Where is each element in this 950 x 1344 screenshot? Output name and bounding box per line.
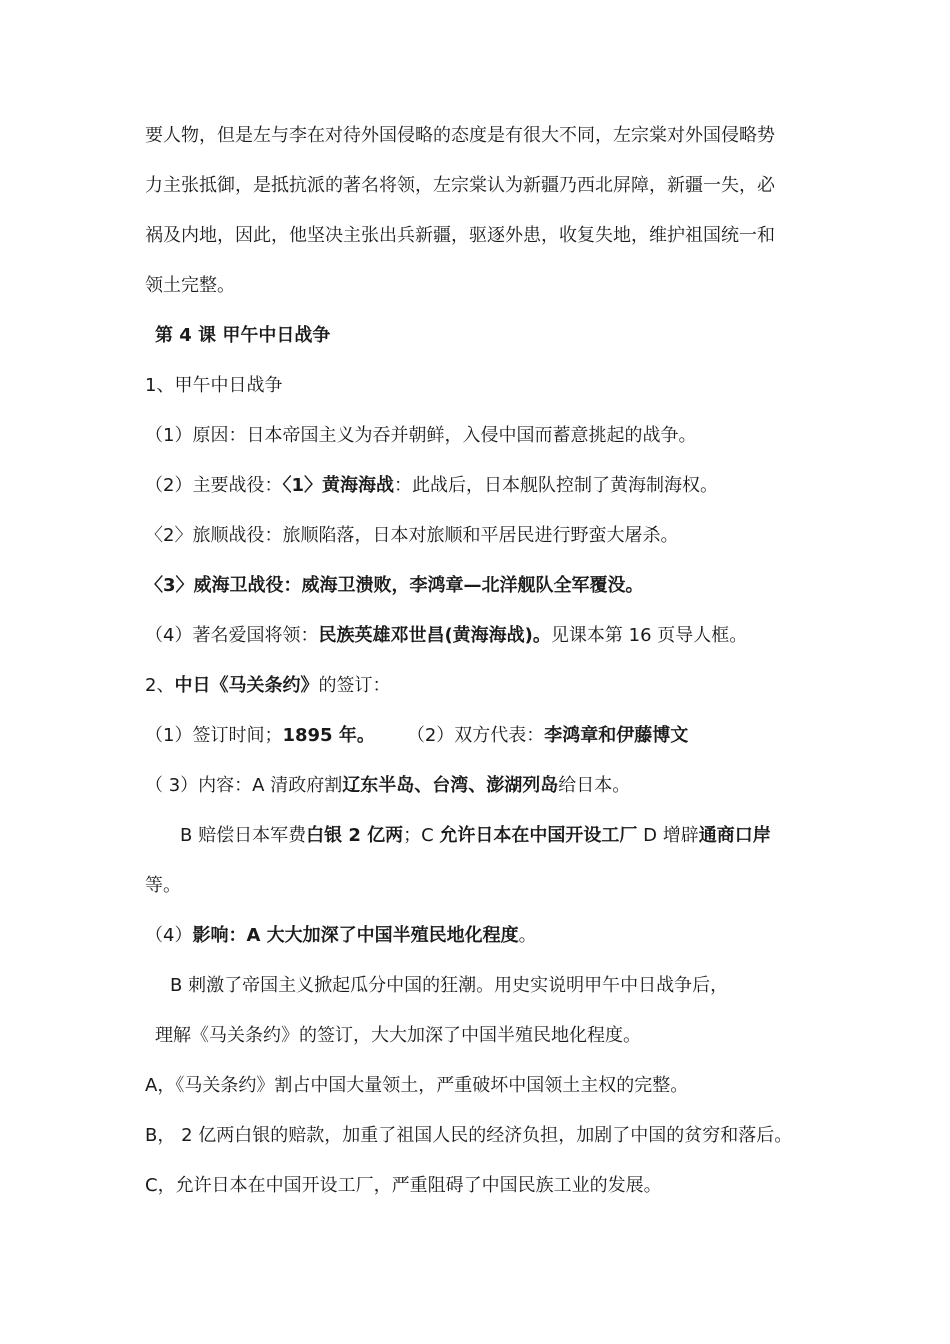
b-bold-3: 通商口岸	[698, 825, 771, 846]
battle1-num: 〈1〉	[282, 475, 322, 496]
point-b-line: B， 2 亿两白银的赔款，加重了祖国人民的经济负担，加剧了中国的贫穷和落后。	[145, 1125, 793, 1146]
compensation-end: 等。	[145, 875, 181, 896]
rep-prefix: （2）双方代表：	[406, 725, 545, 746]
s2-heading-bold: 中日《马关条约》	[174, 675, 319, 696]
battle1-desc: ：此战后，日本舰队控制了黄海制海权。	[393, 475, 718, 496]
s2-heading-prefix: 2、	[145, 675, 175, 696]
content-prefix: （ 3）内容：A 清政府割	[145, 775, 343, 796]
impact-prefix: （4）	[145, 925, 193, 946]
impact-b-line: B 刺激了帝国主义掀起瓜分中国的狂潮。用史实说明甲午中日战争后，	[170, 975, 729, 996]
cause-line: （1）原因：日本帝国主义为吞并朝鲜，入侵中国而蓄意挑起的战争。	[145, 425, 697, 446]
battles-line	[145, 473, 718, 499]
battle3-line: 〈3〉威海卫战役：威海卫溃败，李鸿章—北洋舰队全军覆没。	[145, 575, 644, 596]
time-prefix: （1）签订时间；	[145, 725, 283, 746]
general-name: 民族英雄邓世昌(黄海海战)。	[318, 625, 551, 646]
point-c-line: C，允许日本在中国开设工厂，严重阻碍了中国民族工业的发展。	[145, 1175, 662, 1196]
intro-line-1: 要人物，但是左与李在对待外国侵略的态度是有很大不同，左宗棠对外国侵略势	[145, 125, 775, 146]
rep-value: 李鸿章和伊藤博文	[544, 725, 689, 746]
b-d: D 增辟	[637, 825, 699, 846]
intro-line-4: 领土完整。	[145, 275, 235, 296]
impact-line	[145, 923, 537, 949]
battle2-line: 〈2〉旅顺战役：旅顺陷落，日本对旅顺和平居民进行野蛮大屠杀。	[145, 525, 679, 546]
content-bold: 辽东半岛、台湾、澎湖列岛	[342, 775, 559, 796]
section-1-heading: 1、甲午中日战争	[145, 375, 283, 396]
content-suffix: 给日本。	[558, 775, 631, 796]
battle1-name: 黄海海战	[321, 475, 394, 496]
b-mid: ；C	[403, 825, 440, 846]
s2-heading-suffix: 的签订：	[318, 675, 391, 696]
general-prefix: （4）著名爱国将领：	[145, 625, 319, 646]
general-suffix: 见课本第 16 页导人框。	[550, 625, 748, 646]
lesson-title: 第 4 课 甲午中日战争	[155, 325, 331, 346]
point-a-line: A，《马关条约》割占中国大量领土，严重破坏中国领土主权的完整。	[145, 1075, 689, 1096]
compensation-line	[180, 823, 771, 849]
b-prefix: B 赔偿日本军费	[180, 825, 307, 846]
impact-end: 。	[518, 925, 537, 946]
understand-line: 理解《马关条约》的签订，大大加深了中国半殖民地化程度。	[155, 1025, 641, 1046]
battles-prefix: （2）主要战役：	[145, 475, 283, 496]
b-bold-1: 白银 2 亿两	[306, 825, 404, 846]
section-2-heading	[145, 673, 390, 699]
time-rep-line	[145, 723, 688, 749]
intro-line-2: 力主张抵御，是抵抗派的著名将领，左宗棠认为新疆乃西北屏障，新疆一失，必	[145, 175, 775, 196]
content-line	[145, 773, 630, 799]
impact-bold: 影响：A 大大加深了中国半殖民地化程度	[192, 925, 519, 946]
time-value: 1895 年。	[282, 725, 375, 746]
b-bold-2: 允许日本在中国开设工厂	[439, 825, 638, 846]
intro-line-3: 祸及内地，因此，他坚决主张出兵新疆，驱逐外患，收复失地，维护祖国统一和	[145, 225, 775, 246]
general-line	[145, 623, 747, 649]
